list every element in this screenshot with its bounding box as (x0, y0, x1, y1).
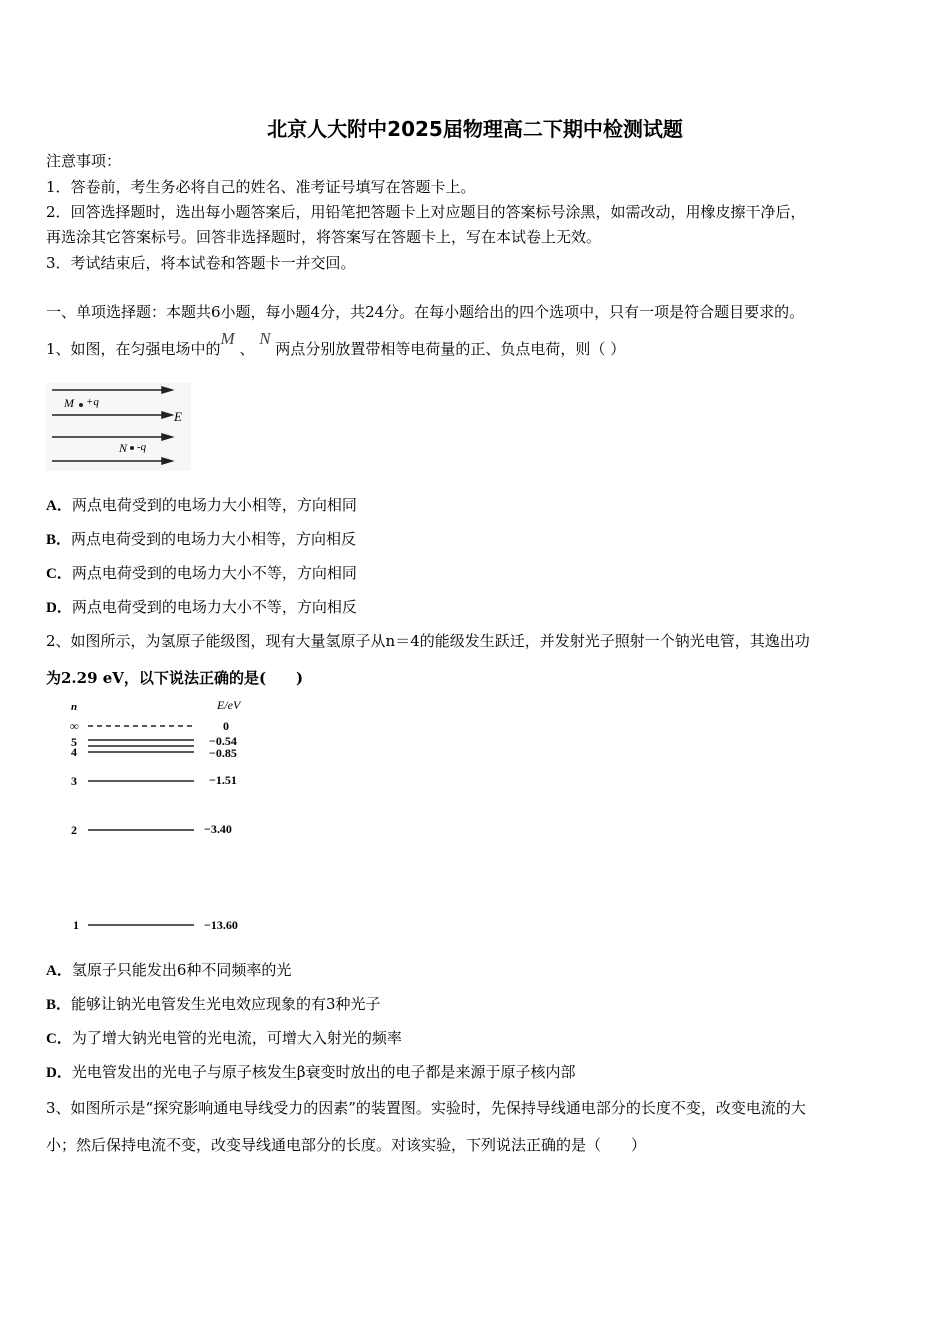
m-charge: +q (86, 396, 99, 408)
level-n: 4 (71, 745, 77, 759)
var-n: N (259, 329, 271, 348)
field-label: E (174, 409, 182, 424)
m-label: M (64, 396, 74, 410)
notice-item: 再选涂其它答案标号。回答非选择题时，将答案写在答题卡上，写在本试卷上无效。 (46, 228, 602, 246)
electric-field-figure (46, 383, 191, 471)
q2-option-d: D．光电管发出的光电子与原子核发生β衰变时放出的电子都是来源于原子核内部 (46, 1063, 576, 1081)
q1-option-c: C．两点电荷受到的电场力大小不等，方向相同 (46, 564, 357, 582)
level-e: 0 (223, 719, 229, 733)
q1-stem-b: 两点分别放置带相等电荷量的正、负点电荷，则（ ） (275, 340, 626, 358)
notice-item: 2．回答选择题时，选出每小题答案后，用铅笔把答题卡上对应题目的答案标号涂黑，如需改动，用橡皮擦干净后， (46, 203, 806, 221)
q1-option-b: B．两点电荷受到的电场力大小相等，方向相反 (46, 530, 357, 548)
level-e: −0.85 (209, 746, 237, 760)
level-e: −1.51 (209, 773, 237, 787)
notice-item: 1．答卷前，考生务必将自己的姓名、准考证号填写在答题卡上。 (46, 178, 476, 196)
q1-stem-a: 1、如图，在匀强电场中的 (46, 340, 221, 358)
question-3-line2: 小；然后保持电流不变，改变导线通电部分的长度。对该实验，下列说法正确的是（ ） (46, 1136, 647, 1154)
level-n: 1 (73, 918, 79, 932)
level-n: 3 (71, 774, 77, 788)
q2-option-c: C．为了增大钠光电管的光电流，可增大入射光的频率 (46, 1029, 402, 1047)
level-n: 5 (71, 735, 77, 749)
n-charge: -q (137, 441, 147, 453)
q2-option-b: B．能够让钠光电管发生光电效应现象的有3种光子 (46, 995, 381, 1013)
q1-sep: 、 (239, 340, 255, 358)
question-2-line1: 2、如图所示，为氢原子能级图，现有大量氢原子从n＝4的能级发生跃迁，并发射光子照射一个钠光电管，其逸出功 (46, 632, 810, 650)
level-e: −13.60 (204, 918, 238, 932)
page-title: 北京人大附中2025届物理高二下期中检测试题 (267, 117, 683, 141)
notice-item: 3．考试结束后，将本试卷和答题卡一并交回。 (46, 254, 356, 272)
level-n: ∞ (70, 719, 79, 733)
q2-option-a: A．氢原子只能发出6种不同频率的光 (46, 961, 292, 979)
energy-level-diagram (60, 695, 260, 940)
notice-heading: 注意事项： (46, 152, 122, 170)
level-e: −3.40 (204, 822, 232, 836)
level-e: −0.54 (209, 734, 237, 748)
e-header: E/eV (217, 698, 241, 712)
q1-option-a: A．两点电荷受到的电场力大小相等，方向相同 (46, 496, 357, 514)
q1-option-d: D．两点电荷受到的电场力大小不等，方向相反 (46, 598, 357, 616)
n-header: n (71, 701, 78, 713)
level-n: 2 (71, 823, 77, 837)
question-3-line1: 3、如图所示是“探究影响通电导线受力的因素”的装置图。实验时，先保持导线通电部分的长度不变，改变电流的大 (46, 1099, 806, 1117)
question-2-line2: 为2.29 eV，以下说法正确的是( ) (46, 669, 304, 687)
question-1-stem (46, 329, 626, 359)
n-label: N (119, 441, 128, 455)
var-m: M (220, 329, 235, 348)
section-heading: 一、单项选择题：本题共6小题，每小题4分，共24分。在每小题给出的四个选项中，只有一项是符合题目要求的。 (46, 303, 805, 321)
